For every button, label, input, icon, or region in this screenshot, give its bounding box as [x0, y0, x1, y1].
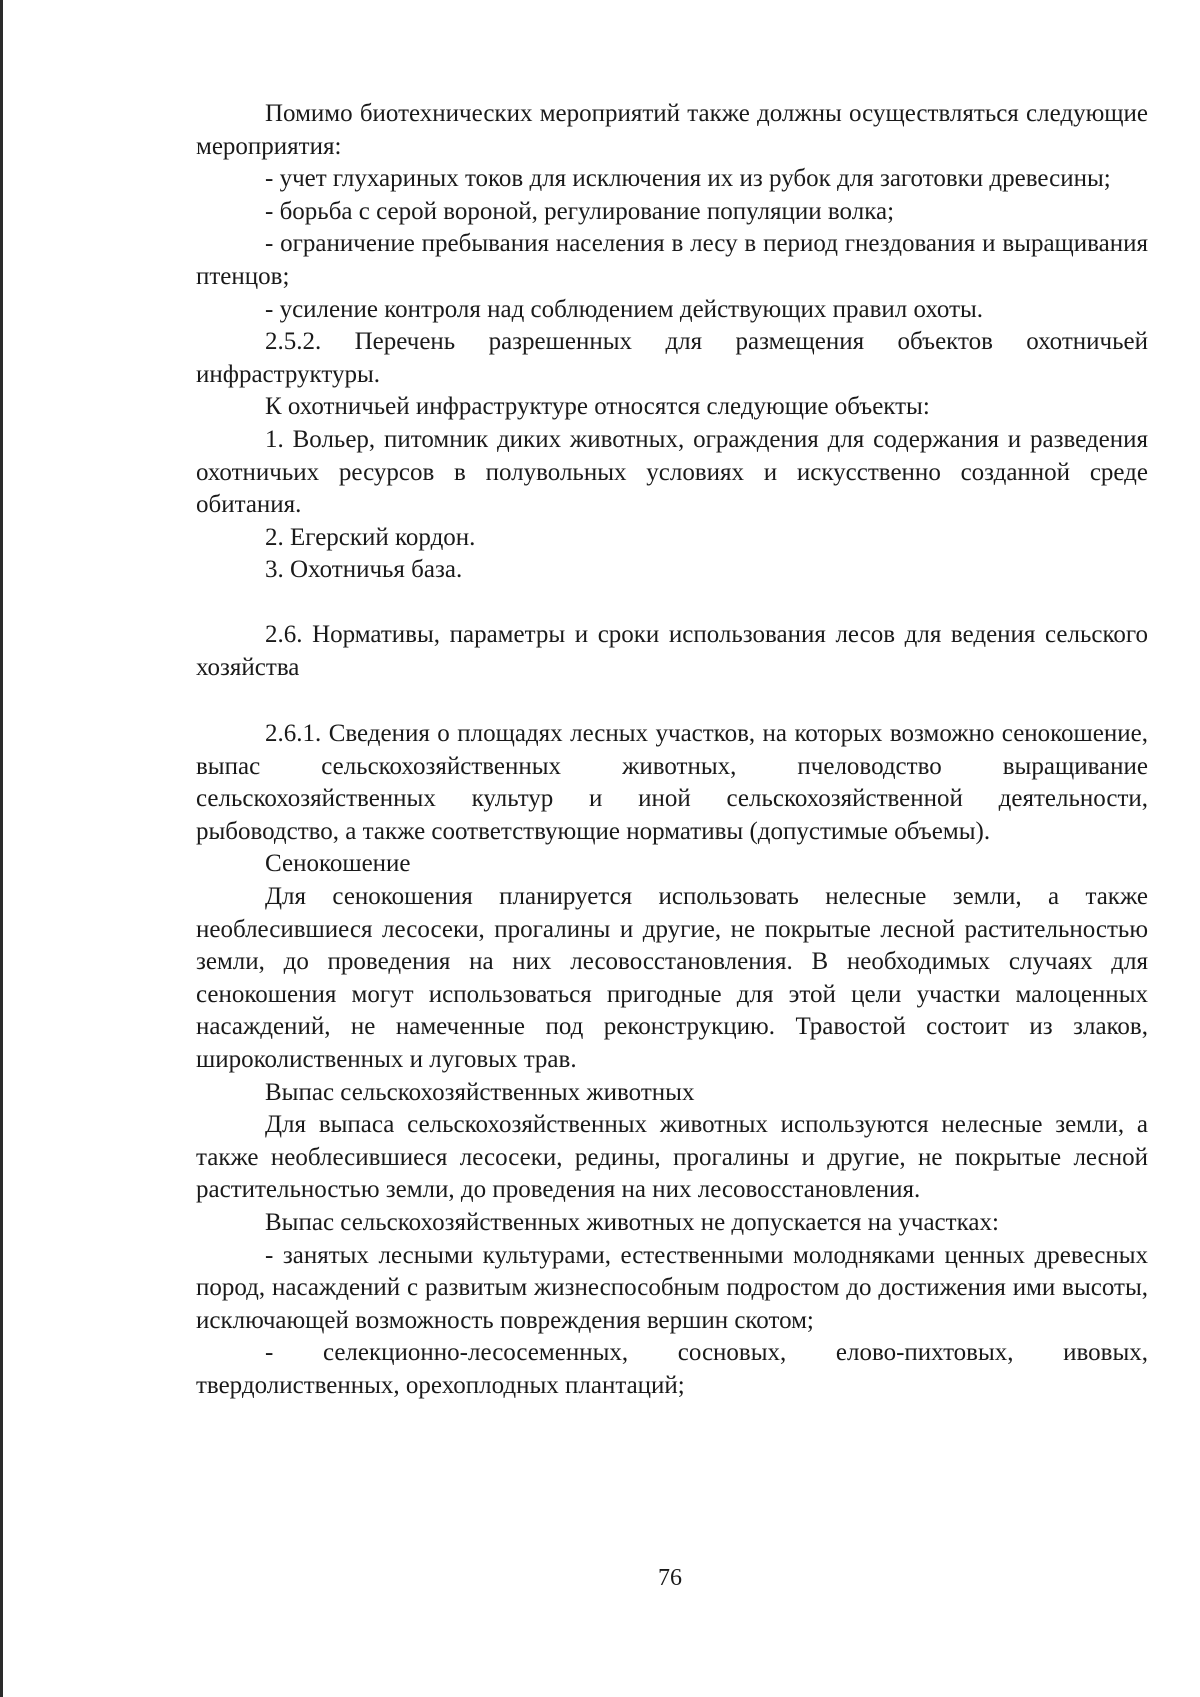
list-item: 3. Охотничья база. — [265, 556, 463, 584]
subheading: Выпас сельскохозяйственных животных — [265, 1078, 695, 1106]
list-item: 2. Егерский кордон. — [265, 523, 476, 551]
paragraph: Помимо биотехнических мероприятий также должны осуществляться следующие мероприятия: — [196, 100, 1148, 160]
document-page — [196, 98, 1148, 1403]
list-item: 1. Вольер, питомник диких животных, ограждения для содержания и разведения охотничьих ресурсов в полувольных условиях и искусственно созданной среде обитания. — [196, 425, 1148, 519]
list-item: - учет глухариных токов для исключения их из рубок для заготовки древесины; — [265, 165, 1111, 193]
list-item: - ограничение пребывания населения в лесу в период гнездования и выращивания птенцов; — [196, 230, 1148, 290]
list-item: - селекционно-лесосеменных, сосновых, елово-пихтовых, ивовых, твердолиственных, орехоплодных плантаций; — [196, 1339, 1148, 1399]
list-item: - борьба с серой вороной, регулирование популяции волка; — [265, 197, 895, 225]
paragraph: К охотничьей инфраструктуре относятся следующие объекты: — [265, 393, 930, 421]
paragraph: Выпас сельскохозяйственных животных не допускается на участках: — [265, 1209, 999, 1236]
section-heading: 2.6.1. Сведения о площадях лесных участков, на которых возможно сенокошение, выпас сельскохозяйственных животных, пчеловодство выращивание сельскохозяйственных культур и иной сельскохозяйственной деятельности, рыбоводство, а также соответствующие нормативы (допустимые объемы). — [196, 720, 1148, 845]
list-item: - занятых лесными культурами, естественными молодняками ценных древесных пород, насаждений с развитым жизнеспособным подростом до достижения ими высоты, исключающей возможность повреждения вершин скотом; — [196, 1241, 1148, 1334]
section-heading: 2.6. Нормативы, параметры и сроки использования лесов для ведения сельского хозяйства — [196, 620, 1148, 681]
binding-edge — [0, 0, 3, 1697]
paragraph: Для сенокошения планируется использовать нелесные земли, а также необлесившиеся лесосеки, прогалины и другие, не покрытые лесной растительностью земли, до проведения на них лесовосстановления. В необходимых случаях для сенокошения могут использоваться пригодные для этой цели участки малоценных насаждений, не намеченные под реконструкцию. Травостой состоит из злаков, широколиственных и луговых трав. — [196, 883, 1148, 1074]
section-heading: 2.5.2. Перечень разрешенных для размещения объектов охотничьей инфраструктуры. — [196, 328, 1148, 388]
page-number: 76 — [658, 1565, 682, 1591]
paragraph: Для выпаса сельскохозяйственных животных используются нелесные земли, а также необлесившиеся лесосеки, редины, прогалины и другие, не покрытые лесной растительностью земли, до проведения на них лесовосстановления. — [196, 1111, 1148, 1204]
list-item: - усиление контроля над соблюдением действующих правил охоты. — [265, 295, 984, 323]
subheading: Сенокошение — [265, 850, 411, 878]
